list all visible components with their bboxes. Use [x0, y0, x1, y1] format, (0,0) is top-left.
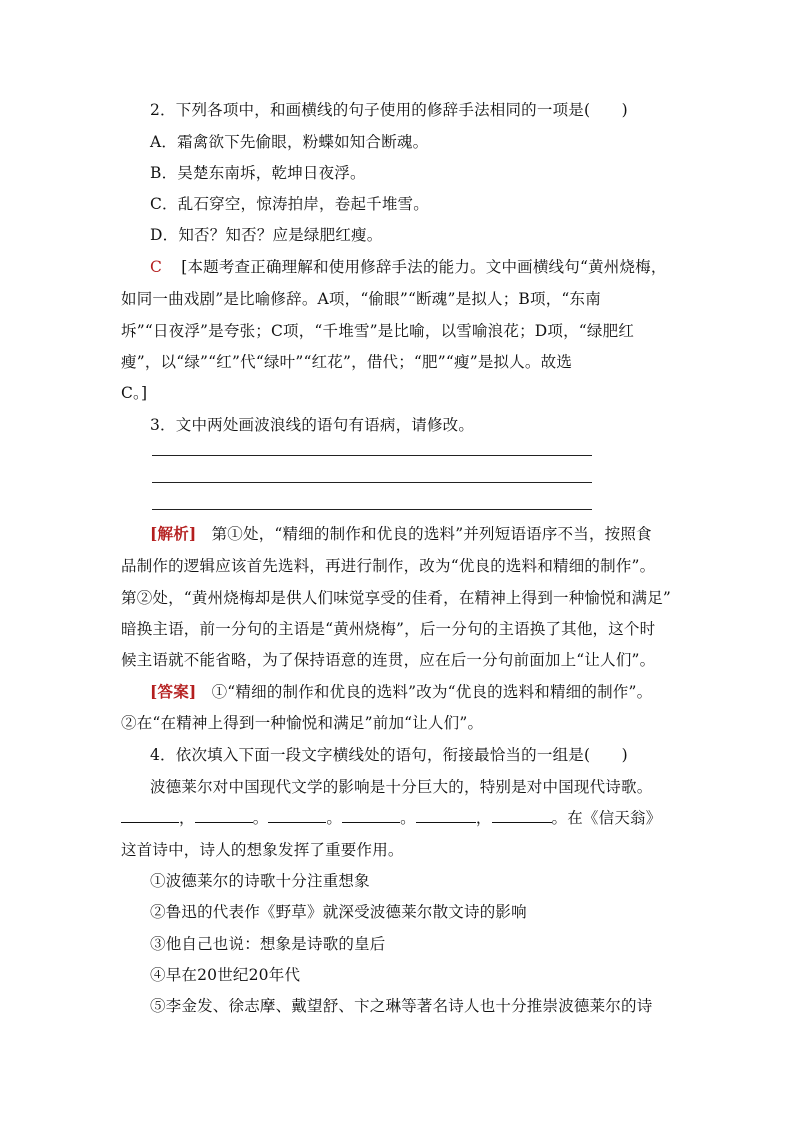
explanation-line-4: 瘦”，以“绿”“红”代“绿叶”“红花”，借代；“肥”“瘦”是拟人。故选 [121, 353, 573, 371]
explanation-line-5: C。] [121, 384, 148, 402]
blank-6[interactable] [492, 821, 552, 823]
analysis-line-1 [150, 522, 652, 544]
blank-3[interactable] [268, 821, 326, 823]
q4-option-2: ②鲁迅的代表作《野草》就深受波德莱尔散文诗的影响 [150, 903, 527, 921]
explanation-line-2: 如同一曲戏剧”是比喻修辞。A项，“偷眼”“断魂”是拟人；B项，“东南 [121, 290, 601, 308]
analysis-text: 第①处，“精细的制作和优良的选料”并列短语语序不当，按照食 [211, 525, 652, 543]
q4-option-5: ⑤李金发、徐志摩、戴望舒、卞之琳等著名诗人也十分推崇波德莱尔的诗 [150, 997, 653, 1015]
blank-separator: 。 [400, 809, 416, 827]
answer-text: ①“精细的制作和优良的选料”改为“优良的选料和精细的制作”。 [211, 683, 653, 701]
answer-letter: C [150, 258, 163, 276]
analysis-line-2: 品制作的逻辑应该首先选料，再进行制作，改为“优良的选料和精细的制作”。 [121, 557, 656, 575]
answer-label: [答案] [150, 682, 197, 701]
q4-option-4: ④早在20世纪20年代 [150, 966, 301, 984]
explanation-line-3: 坼”“日夜浮”是夸张；C项，“千堆雪”是比喻，以雪喻浪花；D项，“绿肥红 [121, 322, 635, 340]
answer-rule-1 [152, 455, 592, 456]
option-c: C．乱石穿空，惊涛拍岸，卷起千堆雪。 [150, 195, 429, 213]
blank-1[interactable] [121, 821, 179, 823]
analysis-line-4: 暗换主语，前一分句的主语是“黄州烧梅”，后一分句的主语换了其他，这个时 [121, 620, 656, 638]
explanation-text: [本题考查正确理解和使用修辞手法的能力。文中画横线句“黄州烧梅， [181, 258, 667, 276]
analysis-label: [解析] [150, 524, 197, 543]
passage-blanks-line [121, 806, 661, 828]
analysis-line-5: 候主语就不能省略，为了保持语意的连贯，应在后一分句前面加上“让人们”。 [121, 651, 656, 669]
blank-2[interactable] [195, 821, 253, 823]
blank-separator: 。 [326, 809, 343, 827]
blank-5[interactable] [416, 821, 476, 823]
option-b: B．吴楚东南坼，乾坤日夜浮。 [150, 164, 366, 182]
answer-rule-3 [152, 509, 592, 510]
blank-separator: 。 [252, 809, 269, 827]
q4-option-3: ③他自己也说：想象是诗歌的皇后 [150, 935, 386, 953]
question-2-stem: 2．下列各项中，和画横线的句子使用的修辞手法相同的一项是( ) [150, 101, 628, 119]
blank-separator: 。 [551, 809, 568, 827]
answer-line-1 [150, 680, 652, 702]
answer-line-2: ②在“在精神上得到一种愉悦和满足”前加“让人们”。 [121, 714, 484, 732]
analysis-line-3: 第②处，“黄州烧梅却是供人们味觉享受的佳肴，在精神上得到一种愉悦和满足” [121, 589, 672, 607]
option-d: D．知否？知否？应是绿肥红瘦。 [150, 226, 383, 244]
q4-option-1: ①波德莱尔的诗歌十分注重想象 [150, 872, 370, 890]
blank-separator: ， [179, 809, 195, 827]
passage-tail: 在《信天翁》 [567, 809, 662, 827]
blank-separator: ， [475, 809, 492, 827]
question-4-stem: 4．依次填入下面一段文字横线处的语句，衔接最恰当的一组是( ) [150, 746, 628, 764]
option-a: A．霜禽欲下先偷眼，粉蝶如知合断魂。 [150, 133, 429, 151]
passage-start: 波德莱尔对中国现代文学的影响是十分巨大的，特别是对中国现代诗歌。 [150, 778, 653, 796]
passage-end: 这首诗中，诗人的想象发挥了重要作用。 [121, 841, 404, 859]
answer-rule-2 [152, 482, 592, 483]
blank-4[interactable] [342, 821, 400, 823]
answer-explanation-line-1 [150, 255, 667, 277]
question-3-stem: 3．文中两处画波浪线的语句有语病，请修改。 [150, 416, 475, 434]
